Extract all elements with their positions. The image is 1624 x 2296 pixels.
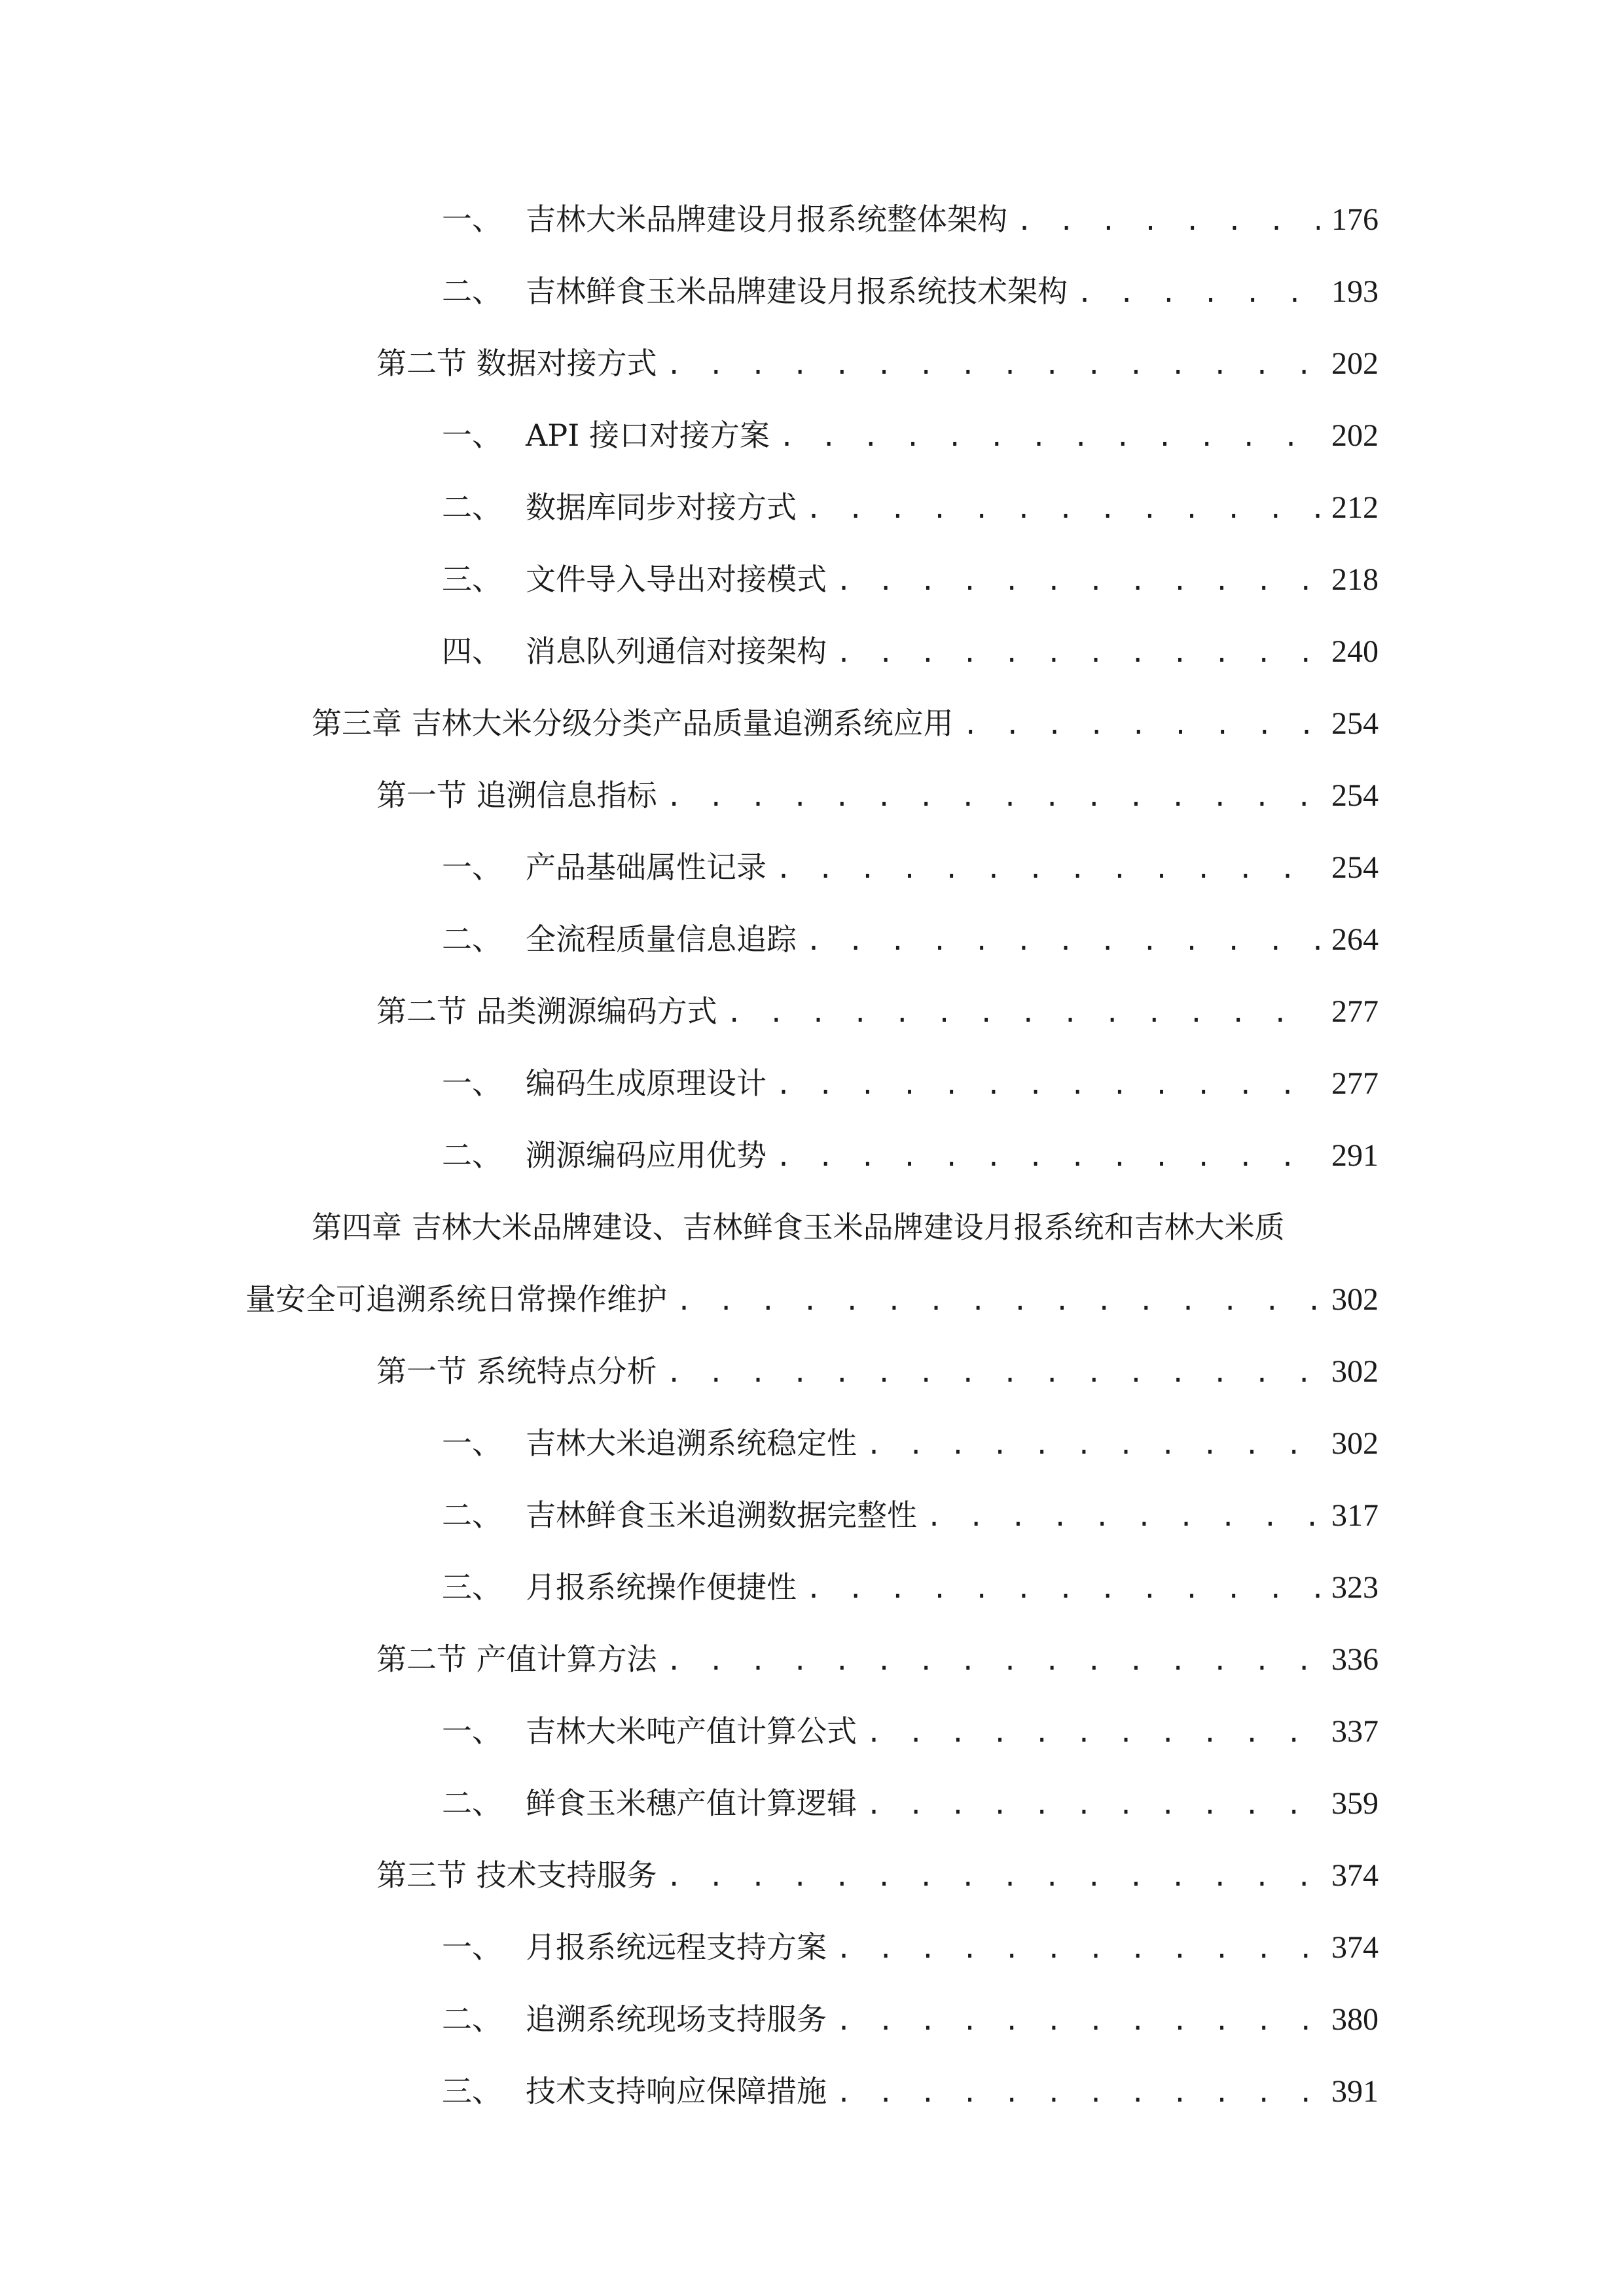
- toc-entry-page: 176: [1331, 202, 1379, 237]
- dot-leader: [666, 339, 1320, 391]
- toc-entry-page: 291: [1331, 1138, 1379, 1173]
- toc-entry-page: 302: [1331, 1426, 1379, 1461]
- toc-entry-number: 一、: [442, 1929, 502, 1965]
- dot-leader: [866, 1779, 1320, 1831]
- toc-entry-title: 第四章 吉林大米品牌建设、吉林鲜食玉米品牌建设月报系统和吉林大米质: [312, 1210, 1285, 1245]
- dot-leader: [776, 843, 1320, 895]
- toc-entry[interactable]: [0, 1489, 1624, 1541]
- dot-leader: [836, 555, 1320, 607]
- toc-entry-page: 254: [1331, 706, 1379, 741]
- toc-entry[interactable]: [0, 193, 1624, 245]
- toc-entry[interactable]: [0, 553, 1624, 605]
- toc-entry-page: 212: [1331, 490, 1379, 525]
- toc-entry-page: 359: [1331, 1786, 1379, 1821]
- dot-leader: [1077, 267, 1320, 319]
- toc-entry-title: 鲜食玉米穗产值计算逻辑: [526, 1785, 857, 1821]
- toc-entry-chapter[interactable]: [0, 697, 1624, 749]
- dot-leader: [806, 915, 1320, 967]
- toc-entry[interactable]: [0, 841, 1624, 893]
- toc-entry-title: 月报系统操作便捷性: [526, 1570, 797, 1605]
- toc-entry[interactable]: [0, 409, 1624, 461]
- toc-entry-number: 三、: [442, 562, 502, 597]
- toc-entry-number: 二、: [442, 2001, 502, 2037]
- toc-entry-number: 一、: [442, 1426, 502, 1461]
- toc-entry-page: 202: [1331, 418, 1379, 453]
- toc-entry-title: 产品基础属性记录: [526, 850, 767, 885]
- dot-leader: [806, 483, 1320, 535]
- toc-entry[interactable]: [0, 1417, 1624, 1469]
- toc-entry-number: 二、: [442, 1498, 502, 1533]
- toc-entry-title: 月报系统远程支持方案: [526, 1929, 827, 1965]
- toc-entry-title: API 接口对接方案: [526, 418, 770, 453]
- toc-entry-number: 二、: [442, 274, 502, 309]
- toc-entry-page: 336: [1331, 1642, 1379, 1677]
- toc-entry-title: 吉林鲜食玉米品牌建设月报系统技术架构: [526, 274, 1068, 309]
- dot-leader: [836, 627, 1320, 679]
- toc-entry[interactable]: [0, 1057, 1624, 1109]
- toc-entry-page: 277: [1331, 1066, 1379, 1101]
- dot-leader: [926, 1491, 1320, 1543]
- toc-entry-title: 全流程质量信息追踪: [526, 922, 797, 957]
- toc-entry-title: 吉林大米吨产值计算公式: [526, 1713, 857, 1749]
- dot-leader: [836, 2067, 1320, 2119]
- dot-leader: [666, 1851, 1320, 1903]
- toc-entry-page: 218: [1331, 562, 1379, 597]
- dot-leader: [836, 1923, 1320, 1975]
- toc-entry-page: 317: [1331, 1498, 1379, 1533]
- toc-entry-page: 380: [1331, 2002, 1379, 2037]
- toc-entry-page: 337: [1331, 1714, 1379, 1749]
- toc-entry-number: 二、: [442, 1785, 502, 1821]
- toc-entry[interactable]: [0, 1921, 1624, 1973]
- toc-entry-title: 吉林鲜食玉米追溯数据完整性: [526, 1498, 917, 1533]
- toc-entry[interactable]: [0, 481, 1624, 533]
- toc-entry[interactable]: [0, 265, 1624, 317]
- dot-leader: [727, 987, 1320, 1039]
- toc-entry-title: 第二节 数据对接方式: [376, 346, 657, 381]
- toc-entry-section[interactable]: [0, 985, 1624, 1037]
- toc-entry-title: 技术支持响应保障措施: [526, 2073, 827, 2109]
- toc-entry-number: 二、: [442, 922, 502, 957]
- toc-entry-number: 二、: [442, 490, 502, 525]
- dot-leader: [866, 1707, 1320, 1759]
- dot-leader: [776, 1131, 1320, 1183]
- toc-entry-number: 一、: [442, 1713, 502, 1749]
- toc-entry-section[interactable]: [0, 769, 1624, 821]
- toc-entry-title: 吉林大米追溯系统稳定性: [526, 1426, 857, 1461]
- toc-entry-title: 第三章 吉林大米分级分类产品质量追溯系统应用: [312, 706, 954, 741]
- toc-entry-number: 一、: [442, 418, 502, 453]
- toc-entry[interactable]: [0, 2065, 1624, 2117]
- toc-entry-page: 254: [1331, 850, 1379, 885]
- toc-entry-section[interactable]: [0, 1633, 1624, 1685]
- toc-entry[interactable]: [0, 913, 1624, 965]
- toc-entry-number: 三、: [442, 2073, 502, 2109]
- toc-entry-page: 374: [1331, 1858, 1379, 1893]
- dot-leader: [836, 1995, 1320, 2047]
- toc-entry-title: 数据库同步对接方式: [526, 490, 797, 525]
- dot-leader: [963, 699, 1320, 751]
- dot-leader: [806, 1563, 1320, 1615]
- toc-entry-title: 消息队列通信对接架构: [526, 634, 827, 669]
- toc-entry-section[interactable]: [0, 1345, 1624, 1397]
- toc-entry-title: 第二节 产值计算方法: [376, 1641, 657, 1677]
- toc-entry-title: 第一节 追溯信息指标: [376, 778, 657, 813]
- toc-entry-title: 追溯系统现场支持服务: [526, 2001, 827, 2037]
- dot-leader: [676, 1275, 1320, 1327]
- toc-entry-page: 302: [1331, 1282, 1379, 1317]
- toc-entry-title: 第一节 系统特点分析: [376, 1354, 657, 1389]
- toc-entry-page: 391: [1331, 2074, 1379, 2109]
- dot-leader: [866, 1419, 1320, 1471]
- toc-entry[interactable]: [0, 1705, 1624, 1757]
- toc-entry-section[interactable]: [0, 337, 1624, 389]
- toc-entry-page: 264: [1331, 922, 1379, 957]
- toc-entry-title: 编码生成原理设计: [526, 1066, 767, 1101]
- toc-entry-number: 一、: [442, 202, 502, 237]
- toc-entry-title: 吉林大米品牌建设月报系统整体架构: [526, 202, 1007, 237]
- toc-entry-number: 三、: [442, 1570, 502, 1605]
- toc-entry-number: 一、: [442, 1066, 502, 1101]
- dot-leader: [666, 771, 1320, 823]
- toc-entry[interactable]: [0, 625, 1624, 677]
- toc-entry-number: 四、: [442, 634, 502, 669]
- toc-entry-title: 第三节 技术支持服务: [376, 1857, 657, 1893]
- toc-entry[interactable]: [0, 1129, 1624, 1181]
- toc-entry-page: 193: [1331, 274, 1379, 309]
- dot-leader: [1017, 195, 1320, 247]
- toc-entry-page: 202: [1331, 346, 1379, 381]
- toc-entry-page: 277: [1331, 994, 1379, 1029]
- toc-entry[interactable]: [0, 1993, 1624, 2045]
- toc-entry-page: 302: [1331, 1354, 1379, 1389]
- toc-entry-number: 二、: [442, 1138, 502, 1173]
- dot-leader: [666, 1635, 1320, 1687]
- toc-entry-number: 一、: [442, 850, 502, 885]
- toc-entry-title: 第二节 品类溯源编码方式: [376, 994, 717, 1029]
- dot-leader: [666, 1347, 1320, 1399]
- toc-entry-title: 文件导入导出对接模式: [526, 562, 827, 597]
- toc-entry-page: 374: [1331, 1930, 1379, 1965]
- dot-leader: [779, 411, 1320, 463]
- toc-entry-page: 240: [1331, 634, 1379, 669]
- toc-entry-section[interactable]: [0, 1849, 1624, 1901]
- toc-entry[interactable]: [0, 1561, 1624, 1613]
- dot-leader: [776, 1059, 1320, 1111]
- toc-entry-page: 323: [1331, 1570, 1379, 1605]
- toc-entry-title-continued: 量安全可追溯系统日常操作维护: [245, 1282, 667, 1317]
- toc-entry-title: 溯源编码应用优势: [526, 1138, 767, 1173]
- toc-entry[interactable]: [0, 1777, 1624, 1829]
- toc-entry-chapter[interactable]: [0, 1201, 1624, 1325]
- toc-entry-page: 254: [1331, 778, 1379, 813]
